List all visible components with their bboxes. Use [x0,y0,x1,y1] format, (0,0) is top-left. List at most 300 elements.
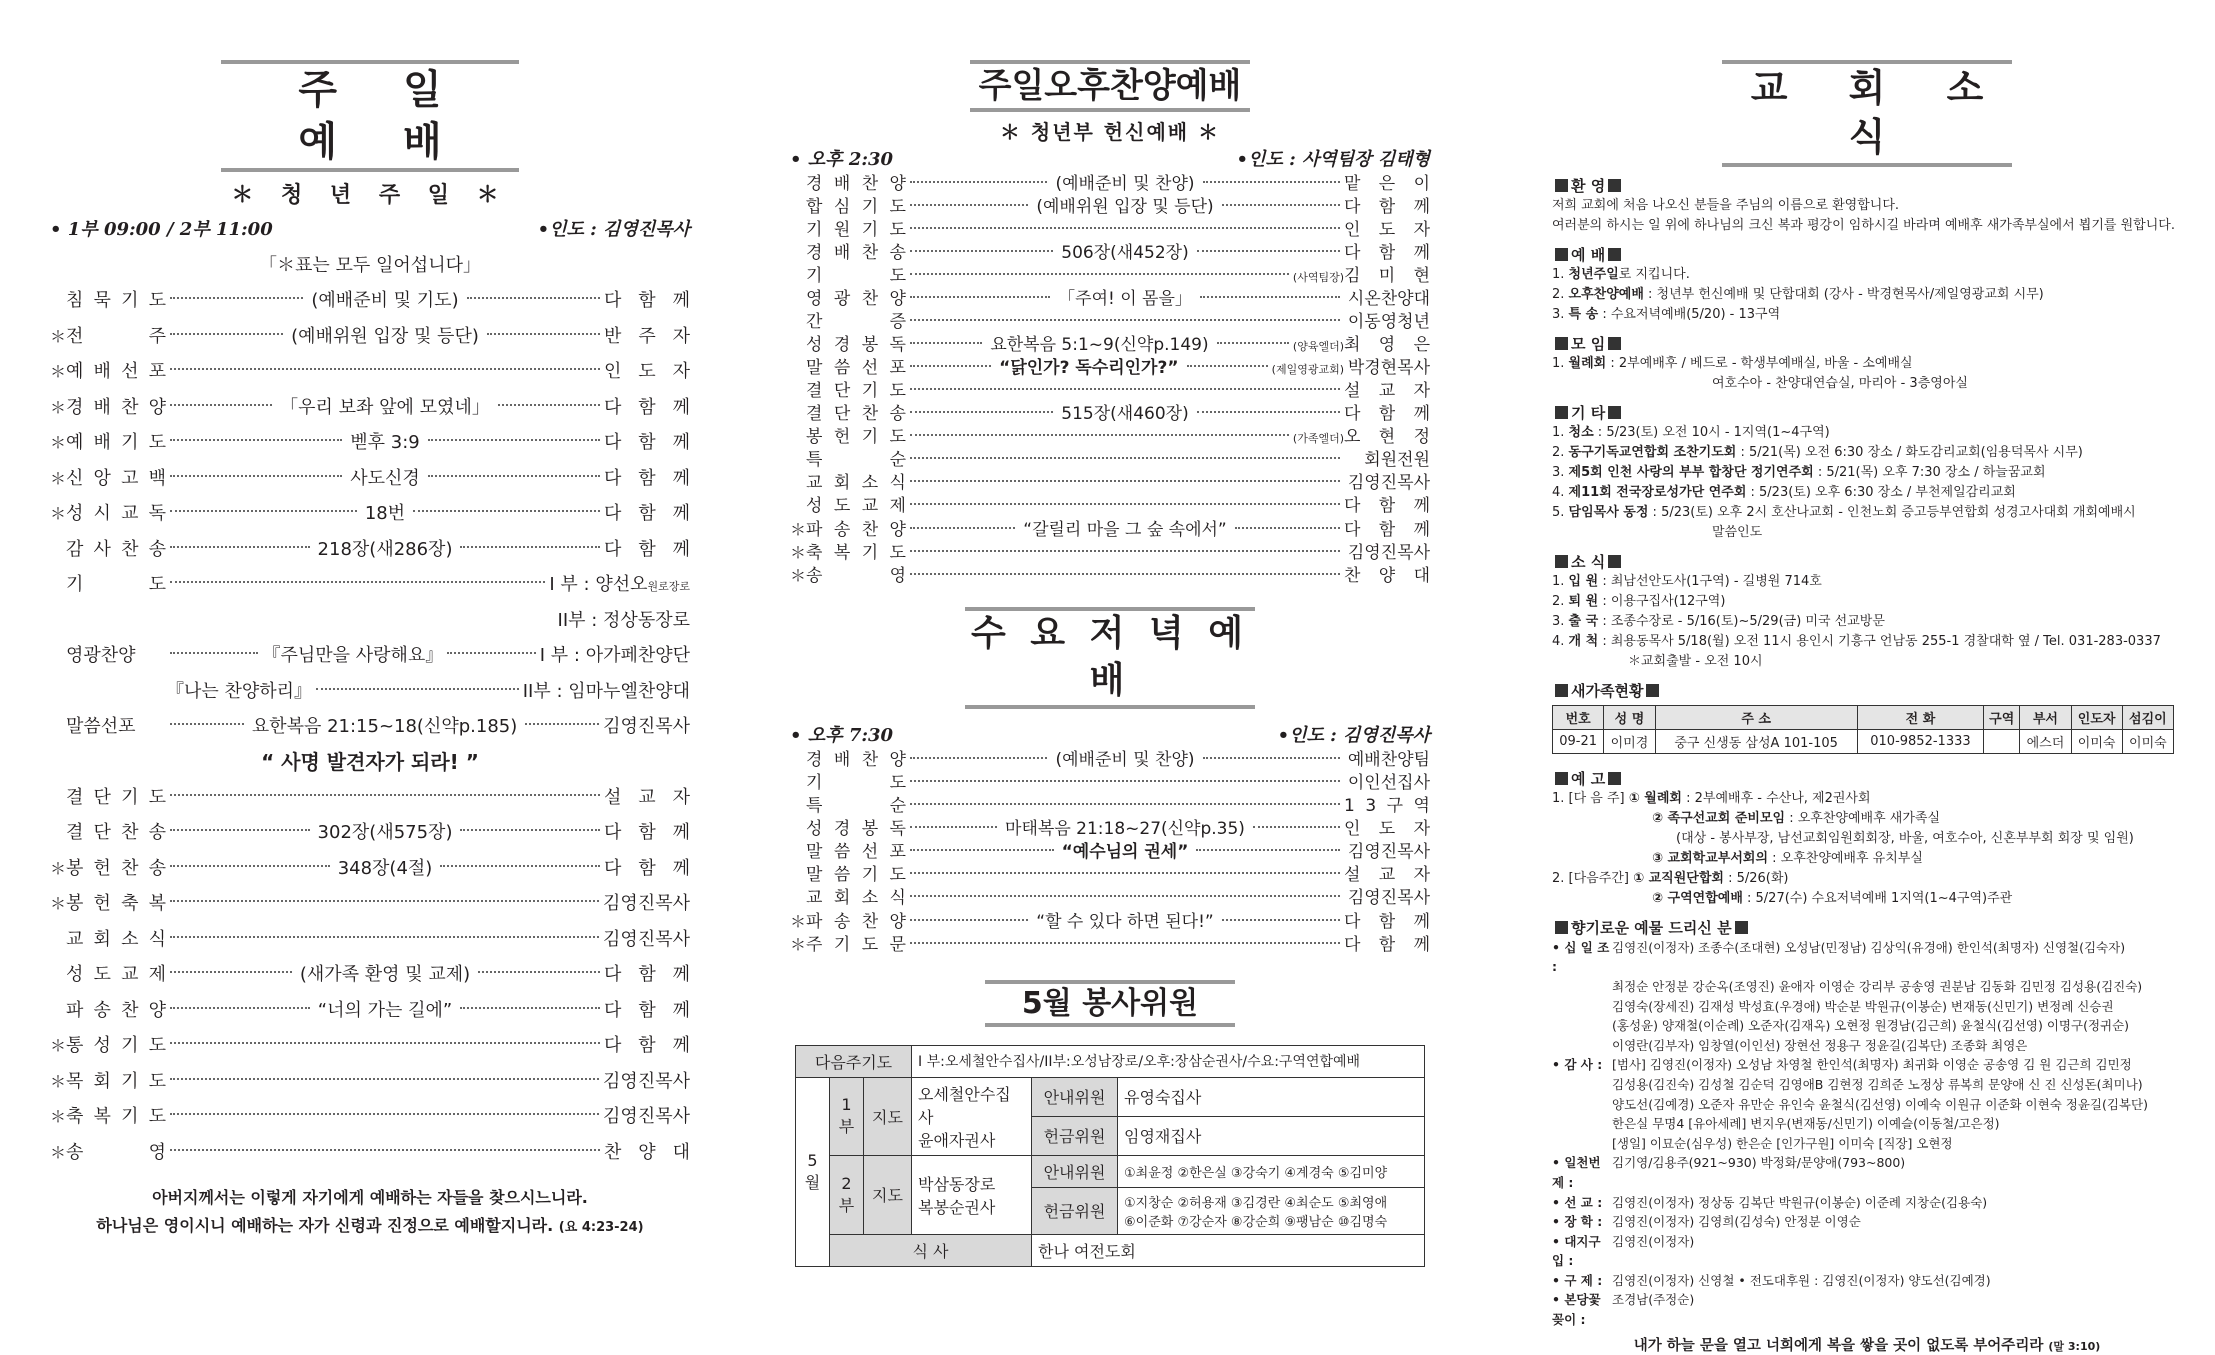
welcome-heading: 환 영 [1552,175,2182,196]
afternoon-service-column [790,60,1430,1267]
prayer-part1: I 부 : [549,574,590,595]
offering-row [1552,938,2182,977]
order-item [790,495,1430,518]
sunday-service-subtitle: ＊ 청 년 주 일 ＊ [231,183,509,208]
order-label: 기 도 [806,772,906,793]
offering-list [1552,938,2182,1330]
order-detail: 요한복음 5:1~9(신약p.149) [990,335,1209,356]
offering-category: • 장 학 : [1552,1214,1603,1230]
table-cell: 이미경 [1604,729,1655,753]
order-person: 인 도 자 [1344,818,1430,839]
order-person: 다 함 께 [604,503,690,524]
table-header: 인도자 [2071,705,2122,729]
notice-item: 2. [다음주간] ① 교직원단합회 : 5/26(화) [1552,870,1789,886]
order-item [50,922,690,958]
etc-list [1552,423,2182,523]
order-label: 송 영 [66,1141,166,1163]
meeting-heading: 모 임 [1552,333,2182,354]
order-item [790,173,1430,196]
order-detail: 302장(새575장) [317,822,453,843]
offering-names: 양도선(김예경) 오준자 유만순 유인숙 윤철식(김선영) 이예숙 이원규 이준화 이현숙 정윤길(김복단) [1612,1096,2148,1112]
order-person: 이인선집사 [1347,772,1430,793]
offering-category [1552,1134,1612,1154]
offering-row [1552,1016,2182,1036]
offering-names: 김영진(이정자) 정상동 김복단 박원규(이봉순) 이준례 지창순(김용숙) [1612,1194,1988,1210]
offering-row [1552,1075,2182,1095]
offering-row [1552,977,2182,997]
order-label: 교 회 소 식 [806,473,906,494]
leader-name: 오세철안수집사 [918,1084,1011,1127]
order-label: 성 시 교 독 [66,503,166,524]
table-header: 구역 [1984,705,2020,729]
order-person: 다 함 께 [604,467,690,489]
order-item [50,993,690,1029]
order-person: 찬 양 대 [1344,566,1430,587]
offering-names: (홍성윤) 양재철(이순례) 오준자(김재옥) 오현정 원경남(김근희) 윤철식(김선영) 이명구(정귀순) [1612,1018,2130,1034]
order-label: 영광찬양 [66,645,136,666]
order-person: 이동영청년 [1347,312,1430,333]
standing-mark: ＊ [50,894,67,913]
money-names: ⑥이준화 ⑦강순자 ⑧강순희 ⑨팽남순 ⑩김명숙 [1124,1214,1388,1230]
sunday-service-title: 주 일 예 배 [221,60,519,172]
order-item [50,886,690,922]
etc-heading: 기 타 [1552,402,2182,423]
notice-item: ③ 교회학교부서회의 : 오후찬양예배후 유치부실 [1652,850,1923,866]
closing-verse-ref: (요 4:23-24) [558,1220,644,1235]
order-item [50,815,690,851]
list-item: 4. 개 척 : 최용동목사 5/18(월) 오전 11시 용인시 기흥구 언남동 255-1 경찰대학 옆 / Tel. 031-283-0337 [1552,633,2161,649]
order-person: 설 교 자 [1344,381,1430,402]
table-cell: 중구 신생동 삼성A 101-105 [1655,729,1857,753]
table-header: 전 화 [1857,705,1983,729]
offering-row [1552,1134,2182,1154]
money-names: ①지창순 ②허용재 ③김경란 ④최순도 ⑤최영애 [1124,1195,1388,1211]
order-label: 봉 헌 기 도 [806,427,906,448]
next-prayer-value: I 부:오세철안수집사/II부:오성남장로/오후:장삼순권사/수요:구역연합예배 [912,1045,1425,1077]
church-news-column [1552,60,2182,1355]
prayer-person2: 정상동장로 [603,609,690,631]
order-item [50,390,690,426]
notice-item: 1. [다 음 주] ① 월례회 : 2부예배후 - 수산나, 제2권사회 [1552,790,1871,806]
order-item [790,749,1430,772]
order-label: 합 심 기 도 [806,197,906,218]
offering-names: [생일] 이묘순(심우성) 한은순 [인가구원] 이미숙 [직장] 오현정 [1612,1135,1953,1151]
order-item [790,795,1430,818]
order-label: 기 원 기 도 [806,220,906,241]
standing-mark: ＊ [50,858,67,878]
standing-mark: ＊ [50,468,67,488]
order-label: 파 송 찬 양 [66,999,166,1021]
choir-team1: 아가페찬양단 [585,645,691,666]
order-label: 특 순 [806,795,906,816]
table-cell [1984,729,2020,753]
order-item [50,1064,690,1100]
order-item [790,772,1430,795]
order-label: 축 복 기 도 [806,543,906,564]
order-label: 통 성 기 도 [66,1035,166,1056]
list-item: 2. 오후찬양예배 : 청년부 헌신예배 및 단합대회 (강사 - 박경현목사/제일영광교회 시무) [1552,286,2044,302]
choir-song1: 『주님만을 사랑해요』 [262,645,444,666]
offering-row [1552,1290,2182,1329]
order-label: 예 배 선 포 [66,361,166,382]
order-detail: (예배위원 입장 및 등단) [1036,197,1214,218]
news-list [1552,572,2182,652]
order-detail: “닭인가? 독수리인가?” [999,358,1179,379]
offering-category [1552,1075,1612,1095]
order-person: 반 주 자 [604,325,690,347]
order-person: 설 교 자 [604,786,690,808]
order-item [790,426,1430,449]
order-label: 교 회 소 식 [66,928,166,950]
order-person: 다 함 께 [1344,934,1430,955]
standing-mark: ＊ [790,566,807,586]
order-detail: (예배준비 및 찬양) [1055,749,1195,770]
order-label: 봉 헌 찬 송 [66,857,166,879]
order-label: 결 단 찬 송 [806,404,906,425]
list-item: 3. 출 국 : 조종수장로 - 5/16(토)~5/29(금) 미국 선교방문 [1552,613,1885,629]
prayer-person1-title: 원로장로 [647,580,690,593]
table-cell: 이미숙 [2122,729,2173,753]
part2-money [1118,1187,1425,1234]
offering-category [1552,977,1612,997]
table-header: 주 소 [1655,705,1857,729]
sunday-service-column [50,60,690,1242]
order-label: 파 송 찬 양 [806,911,906,932]
order-item [790,841,1430,864]
order-person: 다 함 께 [1344,243,1430,264]
offering-names: 김영진(이정자) [1612,1233,1695,1249]
order-detail: 벧후 3:9 [350,432,420,453]
offering-category [1552,1036,1612,1056]
prayer-part2: II부 : [557,609,598,631]
notice-item: ② 족구선교회 준비모임 : 오후찬양예배후 새가족실 [1652,810,1941,826]
standing-mark: ＊ [50,433,67,452]
order-detail: 515장(새460장) [1061,404,1189,425]
list-item: 5. 담임목사 동정 : 5/23(토) 오후 2시 호산나교회 - 인천노회 증고등부연합회 성경고사대회 개회예배시 [1552,504,2136,520]
offering-row [1552,1232,2182,1271]
order-role: (제일영광교회) [1271,363,1344,377]
order-label: 결 단 기 도 [66,786,166,808]
part2-cell: 2부 [830,1155,864,1234]
wednesday-time: • 오후 7:30 [790,724,894,746]
standing-mark: ＊ [790,934,807,954]
order-item [50,1028,690,1064]
order-person: 김영진목사 [603,1106,690,1127]
order-label: 주 기 도 문 [806,934,906,955]
sermon-theme: “ 사명 발견자가 되라! ” [261,749,479,774]
order-item [790,288,1430,311]
order-item-prayer [50,567,690,603]
order-item-prayer-2 [50,603,690,639]
order-person: 다 함 께 [604,432,690,453]
offering-category [1552,1095,1612,1115]
table-cell: 에스더 [2020,729,2071,753]
order-label: 기 도 [806,266,906,287]
order-item [50,532,690,568]
news-heading: 소 식 [1552,551,2182,572]
order-label: 송 영 [806,566,906,587]
order-item [50,1135,690,1171]
offering-verse: 내가 하늘 문을 열고 너희에게 복을 쌓을 곳이 없도록 부어주리라 (말 3:10) [1633,1337,2101,1354]
wednesday-order [790,749,1430,956]
order-person: 김영진목사 [603,1070,690,1092]
order-item [50,957,690,993]
welcome-text1: 저희 교회에 처음 나오신 분들을 주님의 이름으로 환영합니다. [1552,197,1900,213]
offering-names: [범사] 김영진(이정자) 오성남 차영철 한인석(최명자) 최귀화 이영순 공송영 김 원 김근희 김민정 [1612,1057,2132,1073]
order-person: 김영진목사 [603,928,690,950]
new-family-heading: 새가족현황 [1552,680,2182,701]
order-label: 성 경 봉 독 [806,818,906,839]
order-label: 목 회 기 도 [66,1070,166,1092]
order-item [790,403,1430,426]
closing-verse-line2: 하나님은 영이시니 예배하는 자가 신령과 진정으로 예배할지니라. [96,1216,554,1235]
order-item [50,1099,690,1135]
offering-category: • 대지구입 : [1552,1233,1601,1269]
standing-mark: ＊ [50,1036,67,1055]
order-person: 다 함 께 [604,538,690,560]
order-detail: 348장(4절) [337,857,433,879]
order-item [790,818,1430,841]
order-label: 예 배 기 도 [66,432,166,453]
order-label: 성 도 교 제 [806,496,906,517]
month-cell: 5월 [796,1077,830,1266]
order-item-sermon [50,709,690,745]
news-item-cont: ＊교회출발 - 오전 10시 [1628,653,1763,669]
leader-name: 박삼동장로 [918,1174,996,1194]
choir-team2: 임마누엘찬양대 [568,680,690,702]
offering-names: 김영진(이정자) 조종수(조대현) 오성남(민정남) 김상익(유경애) 한인석(최명자) 신영철(김숙자) [1612,939,2126,955]
wednesday-leader: •인도 : 김영진목사 [1277,724,1430,746]
order-person: 예배찬양팀 [1347,749,1430,770]
order-person: 찬 양 대 [604,1141,690,1163]
afternoon-leader: •인도 : 사역팀장 김태형 [1236,149,1430,171]
offering-names: 최정순 안정분 강순옥(조영진) 윤애자 이영순 강리부 공송영 권분남 김동화 김민정 김성용(김진숙) [1612,978,2143,994]
offering-category: • 선 교 : [1552,1194,1603,1210]
standing-mark: ＊ [50,1142,67,1162]
order-person: 김영진목사 [603,893,690,914]
order-detail: 18번 [364,503,406,524]
list-item: 2. 동구기독교연합회 조찬기도회 : 5/21(목) 오전 6:30 장소 / 화도감리교회(임용덕목사 시무) [1552,444,2083,460]
order-person: 김영진목사 [1347,543,1430,564]
offering-row [1552,1055,2182,1075]
order-label: 축 복 기 도 [66,1106,166,1127]
order-item [790,472,1430,495]
order-item [50,851,690,887]
order-person: 맡 은 이 [1344,174,1430,195]
standing-mark: ＊ [790,911,807,931]
order-detail: “예수님의 권세” [1061,841,1189,862]
order-person: 1 3 구 역 [1344,795,1430,816]
offering-category [1552,1016,1612,1036]
wednesday-service-title: 수 요 저 녁 예 배 [965,607,1255,709]
offering-names: 김영숙(장세진) 김재성 박성효(우경애) 박순분 박원규(이봉순) 변재동(신민기) 변정례 신승권 [1612,998,2114,1014]
standing-note: 「＊표는 모두 일어섭니다」 [259,255,481,276]
order-of-worship-2 [50,780,690,1171]
order-person: 박경현목사 [1347,358,1430,379]
offering-category: • 구 제 : [1552,1272,1603,1288]
afternoon-service-title: 주일오후찬양예배 [970,60,1250,112]
order-label: 결 단 찬 송 [66,822,166,843]
meal-label: 식 사 [830,1234,1032,1266]
order-item [790,219,1430,242]
order-item [790,864,1430,887]
order-detail: (새가족 환영 및 교제) [299,964,471,985]
standing-mark: ＊ [50,362,67,381]
service-leader: •인도 : 김영진목사 [537,219,690,240]
order-person: 다 함 께 [1344,520,1431,541]
order-label: 말씀선포 [66,716,136,737]
order-person: 다 함 께 [604,396,690,418]
standing-mark: ＊ [50,326,67,346]
table-header: 부서 [2020,705,2071,729]
order-item [790,564,1430,587]
choir-song2: 『나는 찬양하리』 [166,680,313,702]
order-item [50,461,690,497]
order-role: (사역팀장) [1292,271,1344,285]
order-item [790,449,1430,472]
offering-category [1552,1114,1612,1134]
welcome-text2: 여러분의 하시는 일 위에 하나님의 크신 복과 평강이 임하시길 바라며 예배후 새가족부실에서 뵙기를 원합니다. [1552,217,2175,233]
order-label: 경 배 찬 양 [806,174,906,195]
worship-list [1552,265,2182,325]
standing-mark: ＊ [50,1107,67,1126]
order-role: (양육엘더) [1292,340,1345,354]
closing-verse [50,1184,690,1242]
money-label: 헌금위원 [1032,1187,1118,1234]
order-label: 파 송 찬 양 [806,520,906,541]
order-item [790,196,1430,219]
order-role: (가족엘더) [1292,432,1344,446]
afternoon-time: • 오후 2:30 [790,149,894,171]
order-detail: (예배위원 입장 및 등단) [291,325,479,347]
meeting-item-cont: 여호수아 - 찬양대연습실, 마리아 - 3층영아실 [1712,375,1968,391]
offering-row [1552,1114,2182,1134]
order-person: 다 함 께 [604,857,690,879]
money-label: 헌금위원 [1032,1116,1118,1155]
service-time: • 1부 09:00 / 2부 11:00 [50,219,273,240]
standing-mark: ＊ [790,543,807,563]
part1-money: 임영재집사 [1118,1116,1425,1155]
order-label: 말 씀 선 포 [806,841,906,862]
closing-verse-line1: 아버지께서는 이렇게 자기에게 예배하는 자들을 찾으시느니라. [152,1188,588,1207]
order-item [50,319,690,355]
standing-mark: ＊ [50,1071,67,1091]
offering-row [1552,997,2182,1017]
order-item [790,541,1430,564]
table-header: 섬김이 [2122,705,2173,729]
order-item [50,354,690,390]
standing-mark: ＊ [50,504,67,523]
order-label: 특 순 [806,450,906,471]
order-item [790,910,1430,933]
choir-part2: II부 : [522,680,563,702]
part1-duty: 지도 [864,1077,912,1155]
guide-label: 안내위원 [1032,1155,1118,1187]
list-item: 1. 입 원 : 최남선안도사(1구역) - 길병원 714호 [1552,573,1822,589]
afternoon-service-subtitle: ＊ 청년부 헌신예배 ＊ [999,120,1221,145]
offering-names: 조경남(주정순) [1612,1292,1695,1308]
order-item [790,380,1430,403]
choir-part1: I 부 : [539,645,580,666]
order-item [790,357,1430,380]
notice-heading: 예 고 [1552,768,2182,789]
part1-guide: 유영숙집사 [1118,1077,1425,1116]
order-item-choir-2 [50,674,690,710]
order-item [50,425,690,461]
order-person: 김영진목사 [1347,841,1431,862]
order-detail: 506장(새452장) [1061,243,1189,264]
order-of-worship [50,283,690,567]
table-cell: 이미숙 [2071,729,2122,753]
table-cell: 09-21 [1553,729,1604,753]
order-label: 봉 헌 축 복 [66,893,166,914]
offering-category: • 십 일 조 : [1552,939,1610,975]
offering-names: 김성용(김진숙) 김성철 김순덕 김영애B 김현정 김희준 노정상 류복희 문양애 신 진 신성돈(최미나) [1612,1076,2143,1092]
order-label: 경 배 찬 양 [66,396,166,418]
order-item [790,311,1430,334]
order-person: 다 함 께 [1344,197,1430,218]
order-item [790,933,1430,956]
order-person: 다 함 께 [1344,911,1431,932]
order-person: 다 함 께 [604,999,690,1021]
offering-heading: 향기로운 예물 드리신 분 [1552,917,2182,938]
order-label: 결 단 기 도 [806,381,906,402]
order-person: 김영진목사 [1347,473,1430,494]
order-label: 말 씀 선 포 [806,358,906,379]
order-item [790,334,1430,357]
offering-category [1552,997,1612,1017]
order-person: 다 함 께 [604,822,690,843]
order-label: 영 광 찬 양 [806,289,906,310]
sermon-scripture: 요한복음 21:15~18(신약p.185) [251,716,518,737]
order-detail: 「주여! 이 몸을」 [1058,289,1192,310]
offering-row [1552,1193,2182,1213]
new-family-table [1552,705,2174,754]
part1-cell: 1부 [830,1077,864,1155]
volunteer-table [795,1045,1425,1267]
order-detail: 사도신경 [350,467,420,489]
offering-names: 이영란(김부자) 임창열(이인선) 장현선 정용구 정윤길(김복단) 조종화 최영은 [1612,1037,2028,1053]
etc-item-cont: 말씀인도 [1712,524,1763,540]
order-label: 신 앙 고 백 [66,467,166,489]
part1-leaders [912,1077,1032,1155]
order-person: 인 도 자 [604,361,690,382]
prayer-person1: 양선오 [595,574,648,595]
list-item: 1. 청년주일로 지킵니다. [1552,266,1690,282]
order-person: 다 함 께 [604,1035,690,1056]
offering-row [1552,1153,2182,1192]
order-person: 오 현 정 [1344,427,1430,448]
worship-heading: 예 배 [1552,244,2182,265]
meal-value: 한나 여전도회 [1032,1234,1425,1266]
order-label: 전 주 [66,325,166,347]
offering-names: 김영진(이정자) 신영철 • 전도대후원 : 김영진(이정자) 양도선(김예경) [1612,1272,1991,1288]
order-person: 최 영 은 [1344,335,1431,356]
order-label: 성 경 봉 독 [806,335,906,356]
order-person: 다 함 께 [604,964,690,985]
list-item: 1. 청소 : 5/23(토) 오전 10시 - 1지역(1~4구역) [1552,424,1830,440]
offering-row [1552,1212,2182,1232]
order-person: 인 도 자 [1344,220,1430,241]
order-detail: “너의 가는 길에” [317,999,453,1021]
leader-name: 복봉순권사 [918,1197,996,1217]
notice-item: ② 구역연합예배 : 5/27(수) 수요저녁예배 1지역(1~4구역)주관 [1652,890,2013,906]
order-label: 말 씀 기 도 [806,864,906,885]
offering-names: 김영진(이정자) 김영희(김성숙) 안정분 이영순 [1612,1214,1861,1230]
order-item-choir [50,638,690,674]
order-item [50,283,690,319]
meeting-item: 1. 월례회 : 2부예배후 / 베드로 - 학생부예배실, 바울 - 소예배실 [1552,355,1913,371]
